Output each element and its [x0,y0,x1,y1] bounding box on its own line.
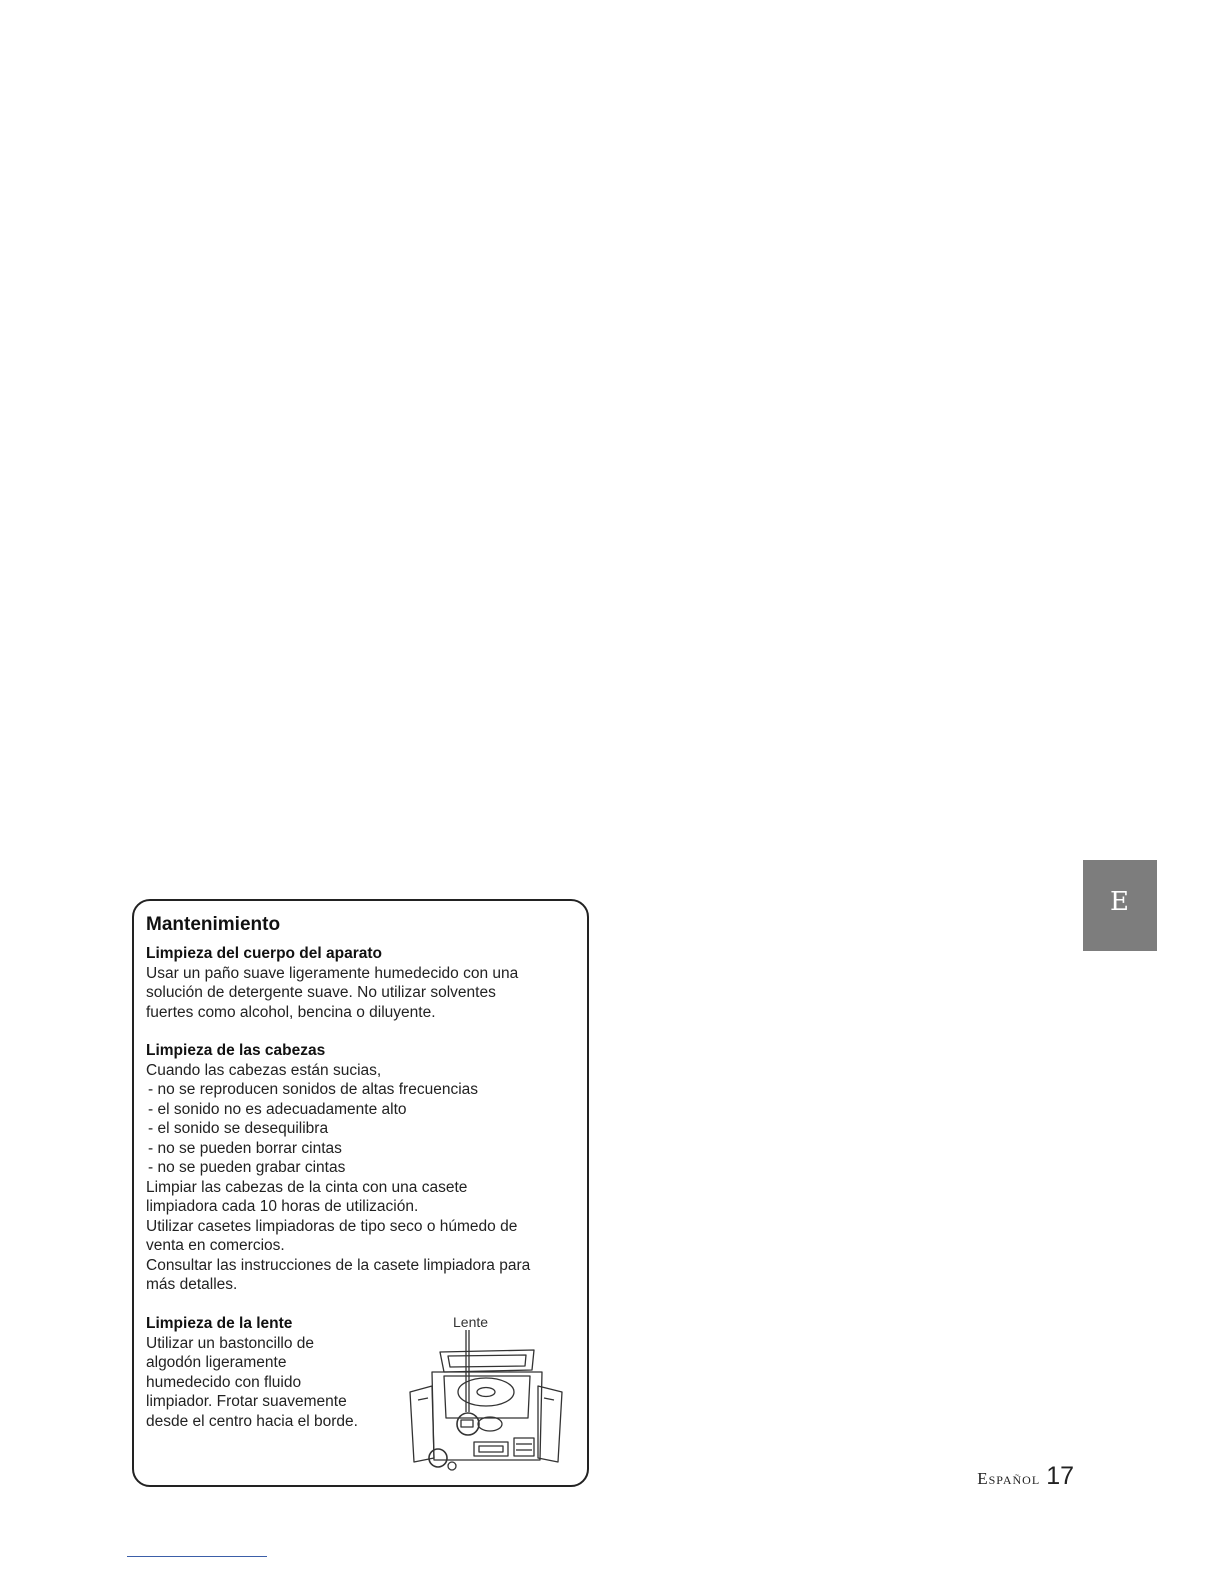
body-cleaning-line: Usar un paño suave ligeramente humedecido con una [146,964,519,982]
head-cleaning-bullet: - el sonido no es adecuadamente alto [146,1100,530,1120]
head-cleaning-bullet: - no se reproducen sonidos de altas frecuencias [146,1080,530,1100]
bottom-rule [127,1556,267,1557]
head-cleaning-bullet: - no se pueden grabar cintas [146,1158,530,1178]
head-cleaning-bullet: - no se pueden borrar cintas [146,1139,530,1159]
lens-label: Lente [453,1314,489,1330]
section-title: Mantenimiento [146,914,281,935]
language-tab-letter: E [1110,887,1129,917]
cd-player-lens-illustration [404,1330,568,1472]
body-cleaning-line: fuertes como alcohol, bencina o diluyente. [146,1003,436,1021]
lens-circle [457,1413,479,1435]
lens-cleaning-line: humedecido con fluido [146,1373,302,1391]
language-tab [1083,860,1157,951]
lens-cleaning-heading: Limpieza de la lente [146,1315,293,1332]
head-cleaning-intro: Cuando las cabezas están sucias, [146,1061,382,1079]
lens-cleaning-line: algodón ligeramente [146,1354,287,1371]
head-cleaning-line: Consultar las instrucciones de la casete limpiadora para [146,1256,531,1274]
lens-cleaning-line: Utilizar un bastoncillo de [146,1334,315,1352]
lens-cleaning-line: desde el centro hacia el borde. [146,1412,358,1430]
lens-cleaning-line: limpiador. Frotar suavemente [146,1393,347,1410]
body-cleaning-line: solución de detergente suave. No utilizar solventes [146,984,496,1001]
head-cleaning-line: más detalles. [146,1276,238,1293]
open-lid [440,1350,534,1372]
head-cleaning-bullet: - el sonido se desequilibra [146,1119,530,1139]
head-cleaning-line: limpiadora cada 10 horas de utilización. [146,1198,419,1215]
left-speaker [410,1386,434,1462]
head-cleaning-line: Utilizar casetes limpiadoras de tipo seco o húmedo de [146,1217,518,1235]
page-number: 17 [1046,1462,1074,1490]
body-cleaning-heading: Limpieza del cuerpo del aparato [146,945,383,962]
head-cleaning-line: Limpiar las cabezas de la cinta con una casete [146,1178,468,1196]
page-footer [977,1462,1074,1491]
player-body [432,1372,542,1460]
lens-cleaning-section [146,1314,358,1431]
head-cleaning-line: venta en comercios. [146,1237,285,1254]
footer-language: Español [977,1469,1041,1488]
head-cleaning-heading: Limpieza de las cabezas [146,1042,326,1059]
head-cleaning-section [146,1041,530,1295]
body-cleaning-section [146,944,518,1022]
